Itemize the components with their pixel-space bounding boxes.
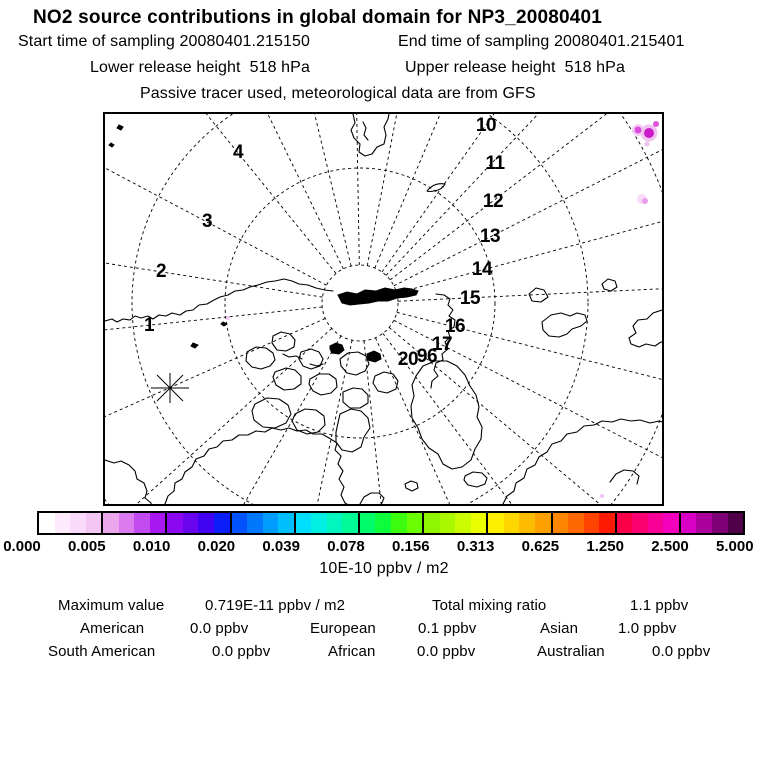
colorbar-cell bbox=[728, 513, 744, 533]
colorbar-segment bbox=[101, 513, 165, 533]
colorbar-tick: 0.020 bbox=[197, 538, 236, 555]
colorbar-unit-label: 10E-10 ppbv / m2 bbox=[319, 560, 449, 577]
colorbar-tick: 0.000 bbox=[3, 538, 41, 555]
grid-label-1: 1 bbox=[143, 315, 155, 336]
colorbar-cell bbox=[455, 513, 471, 533]
colorbar-cell bbox=[247, 513, 263, 533]
colorbar-cell bbox=[553, 513, 569, 533]
grid-label-3: 3 bbox=[201, 211, 213, 232]
colorbar-tick: 0.010 bbox=[132, 538, 171, 555]
grid-label-14: 14 bbox=[471, 259, 493, 280]
latitude-circle bbox=[132, 114, 588, 504]
start-time-text: Start time of sampling 20080401.215150 bbox=[18, 33, 310, 50]
grid-label-96: 96 bbox=[416, 346, 438, 367]
colorbar-segment bbox=[39, 513, 101, 533]
grid-label-2: 2 bbox=[155, 261, 167, 282]
colorbar-segment bbox=[551, 513, 615, 533]
meridian-line bbox=[386, 114, 662, 275]
meridian-line bbox=[105, 328, 332, 504]
colorbar-cell bbox=[263, 513, 279, 533]
concentration-blob bbox=[635, 127, 642, 134]
concentration-blob bbox=[600, 494, 604, 498]
colorbar-cell bbox=[296, 513, 312, 533]
colorbar-cell bbox=[375, 513, 391, 533]
colorbar-cell bbox=[584, 513, 600, 533]
colorbar-tick: 1.250 bbox=[586, 538, 624, 555]
meridian-line bbox=[255, 114, 351, 266]
colorbar-cell bbox=[278, 513, 294, 533]
colorbar-tick: 0.313 bbox=[456, 538, 495, 555]
colorbar bbox=[37, 511, 745, 535]
source-label-american: American bbox=[80, 620, 145, 637]
meridian-line bbox=[375, 338, 543, 504]
meridian-line bbox=[383, 333, 631, 504]
sampling-location-marker bbox=[151, 373, 189, 403]
source-value-american: 0.0 ppbv bbox=[190, 620, 249, 637]
colorbar-cell bbox=[712, 513, 728, 533]
meridian-line bbox=[105, 114, 336, 274]
colorbar-segment bbox=[294, 513, 358, 533]
source-label-south-american: South American bbox=[48, 643, 156, 660]
colorbar-cell bbox=[327, 513, 343, 533]
colorbar-cell bbox=[103, 513, 119, 533]
colorbar-cell bbox=[55, 513, 71, 533]
colorbar-cell bbox=[198, 513, 214, 533]
source-value-australian: 0.0 ppbv bbox=[652, 643, 711, 660]
latitude-circle bbox=[105, 114, 662, 504]
concentration-blob bbox=[644, 128, 654, 138]
colorbar-cell bbox=[568, 513, 584, 533]
colorbar-cell bbox=[214, 513, 230, 533]
figure-title: NO2 source contributions in global domain for NP3_20080401 bbox=[33, 7, 603, 28]
colorbar-cell bbox=[504, 513, 520, 533]
colorbar-segment bbox=[486, 513, 550, 533]
colorbar-cell bbox=[440, 513, 456, 533]
meridian-line bbox=[105, 307, 322, 350]
meridian-line bbox=[364, 341, 407, 504]
colorbar-cell bbox=[150, 513, 166, 533]
meridian-line bbox=[135, 336, 341, 504]
source-value-african: 0.0 ppbv bbox=[417, 643, 476, 660]
colorbar-segment bbox=[679, 513, 743, 533]
max-value: 0.719E-11 ppbv / m2 bbox=[205, 597, 346, 614]
grid-label-16: 16 bbox=[444, 316, 466, 337]
graticule-grid bbox=[105, 114, 662, 504]
concentration-blob bbox=[642, 198, 648, 204]
colorbar-segment bbox=[422, 513, 486, 533]
grid-label-10: 10 bbox=[475, 115, 497, 136]
colorbar-cell bbox=[535, 513, 551, 533]
colorbar-tick: 0.078 bbox=[327, 538, 365, 555]
colorbar-cell bbox=[488, 513, 504, 533]
colorbar-cell bbox=[167, 513, 183, 533]
meridian-line bbox=[375, 114, 536, 268]
colorbar-cell bbox=[86, 513, 102, 533]
colorbar-segment bbox=[615, 513, 679, 533]
colorbar-segment bbox=[165, 513, 229, 533]
colorbar-cell bbox=[599, 513, 615, 533]
source-label-asian: Asian bbox=[540, 620, 579, 637]
concentration-blob bbox=[653, 121, 659, 127]
colorbar-cell bbox=[632, 513, 648, 533]
meridian-line bbox=[382, 114, 620, 272]
colorbar-tick: 0.039 bbox=[262, 538, 300, 555]
upper-release-text: Upper release height 518 hPa bbox=[405, 59, 625, 76]
colorbar-cell bbox=[424, 513, 440, 533]
meridian-line bbox=[390, 114, 662, 280]
meridian-line bbox=[394, 320, 662, 504]
meridian-line bbox=[163, 114, 344, 269]
colorbar-cell bbox=[663, 513, 679, 533]
concentration-blobs bbox=[226, 121, 659, 498]
meridian-line bbox=[105, 233, 322, 297]
grid-label-12: 12 bbox=[482, 191, 504, 212]
colorbar-cell bbox=[134, 513, 150, 533]
colorbar-tick: 0.625 bbox=[521, 538, 560, 555]
source-value-european: 0.1 ppbv bbox=[418, 620, 477, 637]
colorbar-cell bbox=[391, 513, 407, 533]
colorbar-segment bbox=[230, 513, 294, 533]
grid-label-17: 17 bbox=[431, 334, 453, 355]
colorbar-cell bbox=[360, 513, 376, 533]
total-ratio-label: Total mixing ratio bbox=[432, 597, 547, 614]
meridian-line bbox=[397, 186, 662, 293]
meridian-line bbox=[398, 282, 662, 301]
total-ratio-value: 1.1 ppbv bbox=[630, 597, 689, 614]
colorbar-cell bbox=[311, 513, 327, 533]
polar-map bbox=[103, 112, 664, 506]
source-label-african: African bbox=[328, 643, 376, 660]
colorbar-segment bbox=[358, 513, 422, 533]
colorbar-cell bbox=[407, 513, 423, 533]
colorbar-cell bbox=[648, 513, 664, 533]
grid-label-11: 11 bbox=[485, 153, 505, 174]
source-value-asian: 1.0 ppbv bbox=[618, 620, 677, 637]
end-time-text: End time of sampling 20080401.215401 bbox=[398, 33, 685, 50]
colorbar-cell bbox=[617, 513, 633, 533]
colorbar-cell bbox=[39, 513, 55, 533]
source-label-australian: Australian bbox=[537, 643, 605, 660]
concentration-blob bbox=[226, 316, 230, 320]
meridian-line bbox=[105, 318, 325, 486]
grid-label-15: 15 bbox=[459, 288, 481, 309]
colorbar-cell bbox=[70, 513, 86, 533]
colorbar-cell bbox=[696, 513, 712, 533]
map-drawing bbox=[105, 114, 662, 504]
colorbar-cell bbox=[232, 513, 248, 533]
colorbar-cell bbox=[183, 513, 199, 533]
meridian-line bbox=[389, 327, 662, 504]
meridian-line bbox=[105, 114, 326, 285]
grid-label-4: 4 bbox=[232, 142, 244, 163]
max-value-label: Maximum value bbox=[58, 597, 165, 614]
coastlines bbox=[105, 114, 662, 504]
grid-label-20: 20 bbox=[397, 349, 419, 370]
colorbar-cell bbox=[471, 513, 487, 533]
colorbar-tick: 5.000 bbox=[716, 538, 754, 555]
colorbar-tick-labels bbox=[0, 538, 768, 556]
colorbar-cell bbox=[342, 513, 358, 533]
concentration-blob bbox=[645, 142, 650, 147]
colorbar-tick: 0.156 bbox=[392, 538, 430, 555]
colorbar-tick: 2.500 bbox=[651, 538, 689, 555]
tracer-note-text: Passive tracer used, meteorological data are from GFS bbox=[140, 85, 536, 102]
colorbar-tick: 0.005 bbox=[68, 538, 106, 555]
colorbar-cell bbox=[681, 513, 697, 533]
source-label-european: European bbox=[310, 620, 376, 637]
colorbar-cell bbox=[519, 513, 535, 533]
lower-release-text: Lower release height 518 hPa bbox=[90, 59, 310, 76]
grid-label-13: 13 bbox=[479, 226, 501, 247]
meridian-line bbox=[394, 114, 662, 286]
colorbar-cell bbox=[119, 513, 135, 533]
source-value-south-american: 0.0 ppbv bbox=[212, 643, 271, 660]
